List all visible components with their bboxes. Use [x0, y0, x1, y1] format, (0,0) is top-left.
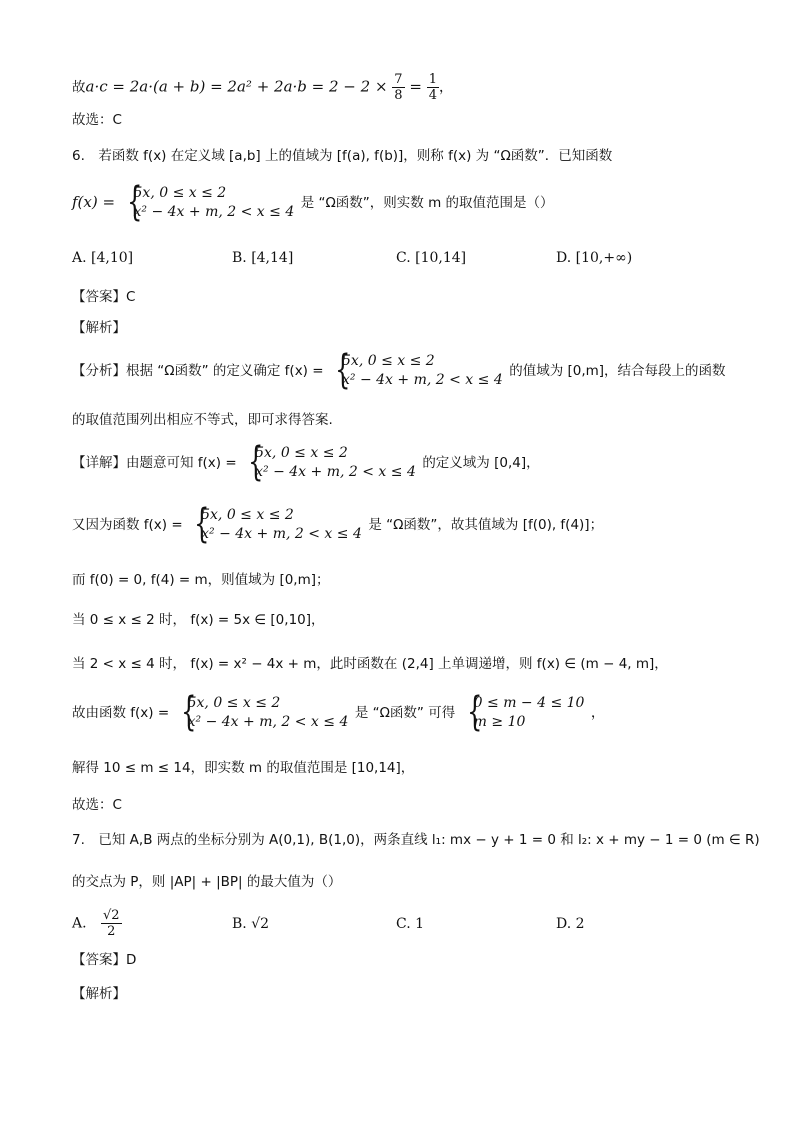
guyou-line: 故由函数 f(x) = { 5x, 0 ≤ x ≤ 2 x² − 4x + m, 2 < x ≤ 4 是 “Ω函数” 可得 { 0 ≤ m − 4 ≤ 10 m ≥ 10 ，	[72, 689, 605, 735]
fraction-one-quarter: $\frac{1}{4}$	[428, 72, 437, 103]
inequality-system: { 0 ≤ m − 4 ≤ 10 m ≥ 10	[466, 689, 585, 735]
dot-product-formula: a·c = 2a·(a + b) = 2a² + 2a·b = 2 − 2 ×	[85, 77, 393, 96]
q7-option-d: D. 2	[556, 916, 585, 932]
dot-product-line: 故a·c = 2a·(a + b) = 2a² + 2a·b = 2 − 2 × $\frac{7}{8}$ = $\frac{1}{4}$ ，	[72, 72, 453, 103]
case-1-line: 当 0 ≤ x ≤ 2 时， f(x) = 5x ∈ [0,10]，	[72, 612, 325, 628]
q7-analysis-label: 【解析】	[72, 986, 126, 1002]
choice-c-line-2: 故选：C	[72, 797, 122, 813]
fenxi-line-2: 的取值范围列出相应不等式，即可求得答案.	[72, 412, 333, 428]
value-range-line: 而 f(0) = 0, f(4) = m，则值域为 [0,m]；	[72, 572, 330, 588]
question-6-function: f(x) = { 5x, 0 ≤ x ≤ 2 x² − 4x + m, 2 < x ≤ 4 是 “Ω函数”，则实数 m 的取值范围是（）	[72, 179, 554, 225]
youyin-line: 又因为函数 f(x) = { 5x, 0 ≤ x ≤ 2 x² − 4x + m, 2 < x ≤ 4 是 “Ω函数”，故其值域为 [f(0), f(4)]；	[72, 501, 604, 547]
question-6-stem: 6. 若函数 f(x) 在定义域 [a,b] 上的值域为 [f(a), f(b)]，则称 f(x) 为 “Ω函数”．已知函数	[72, 148, 613, 164]
piecewise-function: { 5x, 0 ≤ x ≤ 2 x² − 4x + m, 2 < x ≤ 4	[126, 179, 295, 225]
analysis-label: 【解析】	[72, 320, 126, 336]
q7-option-c: C. 1	[396, 916, 425, 932]
option-c: C. [10,14]	[396, 250, 467, 266]
xiangjie-line: 【详解】由题意可知 f(x) = { 5x, 0 ≤ x ≤ 2 x² − 4x + m, 2 < x ≤ 4 的定义域为 [0,4]，	[72, 439, 540, 485]
fenxi-line: 【分析】根据 “Ω函数” 的定义确定 f(x) = { 5x, 0 ≤ x ≤ 2 x² − 4x + m, 2 < x ≤ 4 的值域为 [0,m]，结合每段上的函数	[72, 347, 726, 393]
case-2-line: 当 2 < x ≤ 4 时， f(x) = x² − 4x + m，此时函数在 (2,4] 上单调递增，则 f(x) ∈ (m − 4, m]，	[72, 656, 668, 672]
option-d: D. [10,+∞)	[556, 250, 633, 266]
q7-option-a: A. $\frac{√2}{2}$	[72, 908, 120, 939]
q7-option-b: B. √2	[232, 916, 270, 932]
question-7-stem-2: 的交点为 P，则 |AP| + |BP| 的最大值为（）	[72, 874, 342, 890]
answer-label: 【答案】C	[72, 289, 136, 305]
option-a: A. [4,10]	[72, 250, 134, 266]
prefix-text: 故	[72, 79, 86, 96]
fraction-seven-eighths: $\frac{7}{8}$	[394, 72, 403, 103]
question-7-stem: 7. 已知 A,B 两点的坐标分别为 A(0,1), B(1,0)，两条直线 l₁: mx − y + 1 = 0 和 l₂: x + my − 1 = 0 (m ∈ R)	[72, 832, 760, 848]
choice-c-line: 故选：C	[72, 112, 122, 128]
option-b: B. [4,14]	[232, 250, 294, 266]
solution-line: 解得 10 ≤ m ≤ 14，即实数 m 的取值范围是 [10,14]，	[72, 760, 415, 776]
q7-answer-label: 【答案】D	[72, 952, 137, 968]
